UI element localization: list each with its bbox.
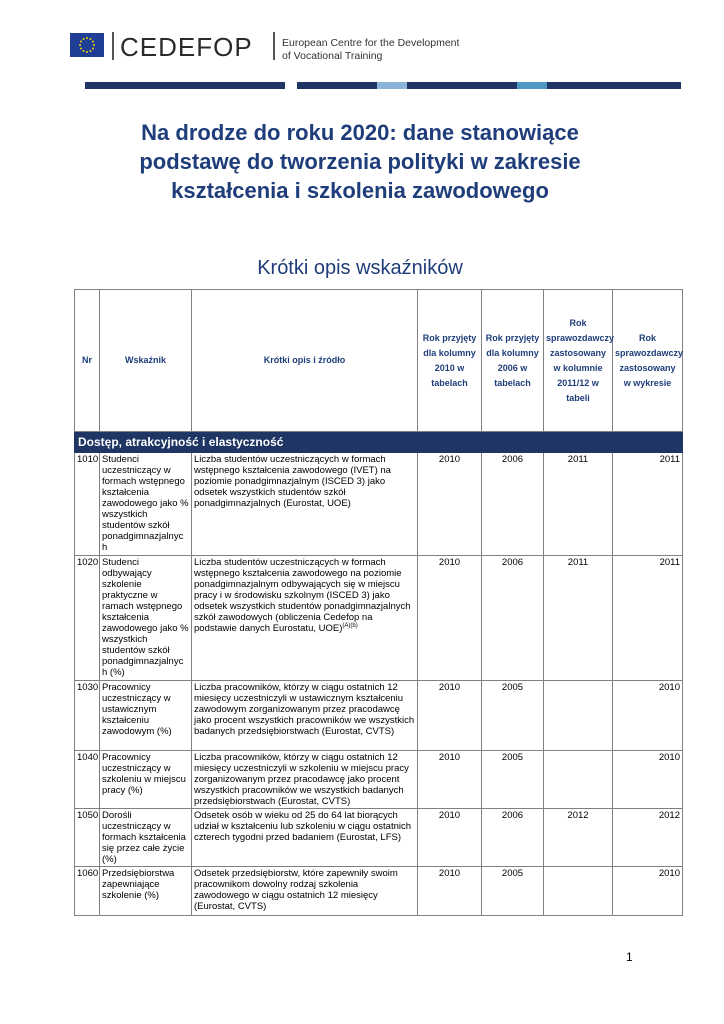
cell-nr: 1060	[75, 867, 100, 916]
cell-year-2010: 2010	[418, 556, 482, 681]
cell-year-chart: 2010	[613, 867, 683, 916]
table-row	[75, 453, 683, 556]
section-row	[75, 432, 683, 453]
table-row	[75, 751, 683, 809]
cell-year-chart: 2010	[613, 751, 683, 809]
header-opis: Krótki opis i źródło	[192, 290, 418, 432]
cell-year-2006: 2006	[482, 556, 544, 681]
eu-flag-icon	[70, 33, 104, 57]
cell-nr: 1020	[75, 556, 100, 681]
header-color-bar	[85, 82, 681, 89]
indicators-table	[74, 289, 683, 916]
footnote-marker: (A)(b)	[342, 622, 358, 629]
cell-year-table	[544, 867, 613, 916]
cell-year-chart: 2011	[613, 453, 683, 556]
cell-indicator: Dorośli uczestniczący w formach kształcenia się przez całe życie (%)	[100, 809, 192, 867]
cell-indicator: Pracownicy uczestniczący w ustawicznym kształceniu zawodowym (%)	[100, 681, 192, 751]
table-row	[75, 556, 683, 681]
title-line-2: podstawę do tworzenia polityki w zakresie	[139, 149, 581, 174]
header-rok-2006: Rok przyjęty dla kolumny 2006 w tabelach	[482, 290, 544, 432]
header-rok-wykres: Rok sprawozdawczy zastosowany w wykresie	[613, 290, 683, 432]
title-line-1: Na drodze do roku 2020: dane stanowiące	[141, 120, 579, 145]
cell-year-2010: 2010	[418, 867, 482, 916]
org-line-2: of Vocational Training	[282, 50, 383, 62]
page-number: 1	[626, 950, 633, 964]
cell-year-table: 2011	[544, 453, 613, 556]
cell-nr: 1040	[75, 751, 100, 809]
title-line-3: kształcenia i szkolenia zawodowego	[171, 178, 549, 203]
cell-year-2010: 2010	[418, 751, 482, 809]
cell-indicator: Pracownicy uczestniczący w szkoleniu w miejscu pracy (%)	[100, 751, 192, 809]
table-row	[75, 681, 683, 751]
table-row	[75, 867, 683, 916]
cell-year-table: 2012	[544, 809, 613, 867]
cell-indicator: Przedsiębiorstwa zapewniające szkolenie (%)	[100, 867, 192, 916]
cell-nr: 1010	[75, 453, 100, 556]
cell-nr: 1050	[75, 809, 100, 867]
header-nr: Nr	[75, 290, 100, 432]
page-title	[60, 118, 660, 205]
cell-description	[192, 556, 418, 681]
header-wskaznik: Wskaźnik	[100, 290, 192, 432]
cell-year-2006: 2005	[482, 867, 544, 916]
cell-year-chart: 2011	[613, 556, 683, 681]
cell-indicator: Studenci odbywający szkolenie praktyczne w ramach wstępnego kształcenia zawodowego jako % wszystkich studentów szkół ponadgimnazjalnyc h (%)	[100, 556, 192, 681]
cell-description: Liczba studentów uczestniczących w formach wstępnego kształcenia zawodowego (IVET) na poziomie ponadgimnazjalnym (ISCED 3) jako odsetek wszystkich studentów szkół ponadgimnazjalnych (Eurostat, UOE)	[192, 453, 418, 556]
cell-year-chart: 2010	[613, 681, 683, 751]
cell-description: Liczba pracowników, którzy w ciągu ostatnich 12 miesięcy uczestniczyli w szkoleniu w miejscu pracy zorganizowanym przez pracodawcę jako procent wszystkich pracowników we wszystkich badanych przedsiębiorstwach (Eurostat, CVTS)	[192, 751, 418, 809]
cell-year-table	[544, 681, 613, 751]
cell-year-chart: 2012	[613, 809, 683, 867]
organization-name	[282, 37, 459, 63]
cell-year-2010: 2010	[418, 809, 482, 867]
cell-year-2010: 2010	[418, 681, 482, 751]
table-header-row	[75, 290, 683, 432]
header-rok-tabela: Rok sprawozdawczy zastosowany w kolumnie 2011/12 w tabeli	[544, 290, 613, 432]
table-row	[75, 809, 683, 867]
page-subtitle: Krótki opis wskaźników	[257, 257, 463, 279]
cell-description: Liczba pracowników, którzy w ciągu ostatnich 12 miesięcy uczestniczyli w ustawicznym kształceniu zawodowym zorganizowanym przez pracodawcę jako procent wszystkich pracowników we wszystkich badanych przedsiębiorstwach (Eurostat, CVTS)	[192, 681, 418, 751]
cell-year-2010: 2010	[418, 453, 482, 556]
org-line-1: European Centre for the Development	[282, 37, 460, 49]
header-divider	[112, 32, 114, 60]
description-text: Liczba studentów uczestniczących w formach wstępnego kształcenia zawodowego na poziomie ponadgimnazjalnym odbywających się w miejscu pracy i w środowisku szkolnym (ISCED 3) jako odsetek wszystkich studentów ponadgimnazjalnych szkół zawodowych (obliczenia Cedefop na podstawie danych Eurostatu, UOE)	[194, 557, 411, 634]
cell-nr: 1030	[75, 681, 100, 751]
cell-year-table: 2011	[544, 556, 613, 681]
cell-year-table	[544, 751, 613, 809]
header	[70, 30, 490, 66]
header-divider	[273, 32, 275, 60]
cell-description: Odsetek przedsiębiorstw, które zapewniły swoim pracownikom dowolny rodzaj szkolenia zawodowego w ciągu ostatnich 12 miesięcy (Eurostat, CVTS)	[192, 867, 418, 916]
cell-description: Odsetek osób w wieku od 25 do 64 lat biorących udział w kształceniu lub szkoleniu w ciągu ostatnich czterech tygodni przed badaniem (Eurostat, LFS)	[192, 809, 418, 867]
header-rok-2010: Rok przyjęty dla kolumny 2010 w tabelach	[418, 290, 482, 432]
cedefop-logo: CEDEFOP	[120, 32, 253, 62]
cell-year-2006: 2006	[482, 453, 544, 556]
cell-indicator: Studenci uczestniczący w formach wstępnego kształcenia zawodowego jako % wszystkich studentów szkół ponadgimnazjalnyc h	[100, 453, 192, 556]
section-title: Dostęp, atrakcyjność i elastyczność	[75, 432, 683, 453]
cell-year-2006: 2006	[482, 809, 544, 867]
cell-year-2006: 2005	[482, 681, 544, 751]
cell-year-2006: 2005	[482, 751, 544, 809]
